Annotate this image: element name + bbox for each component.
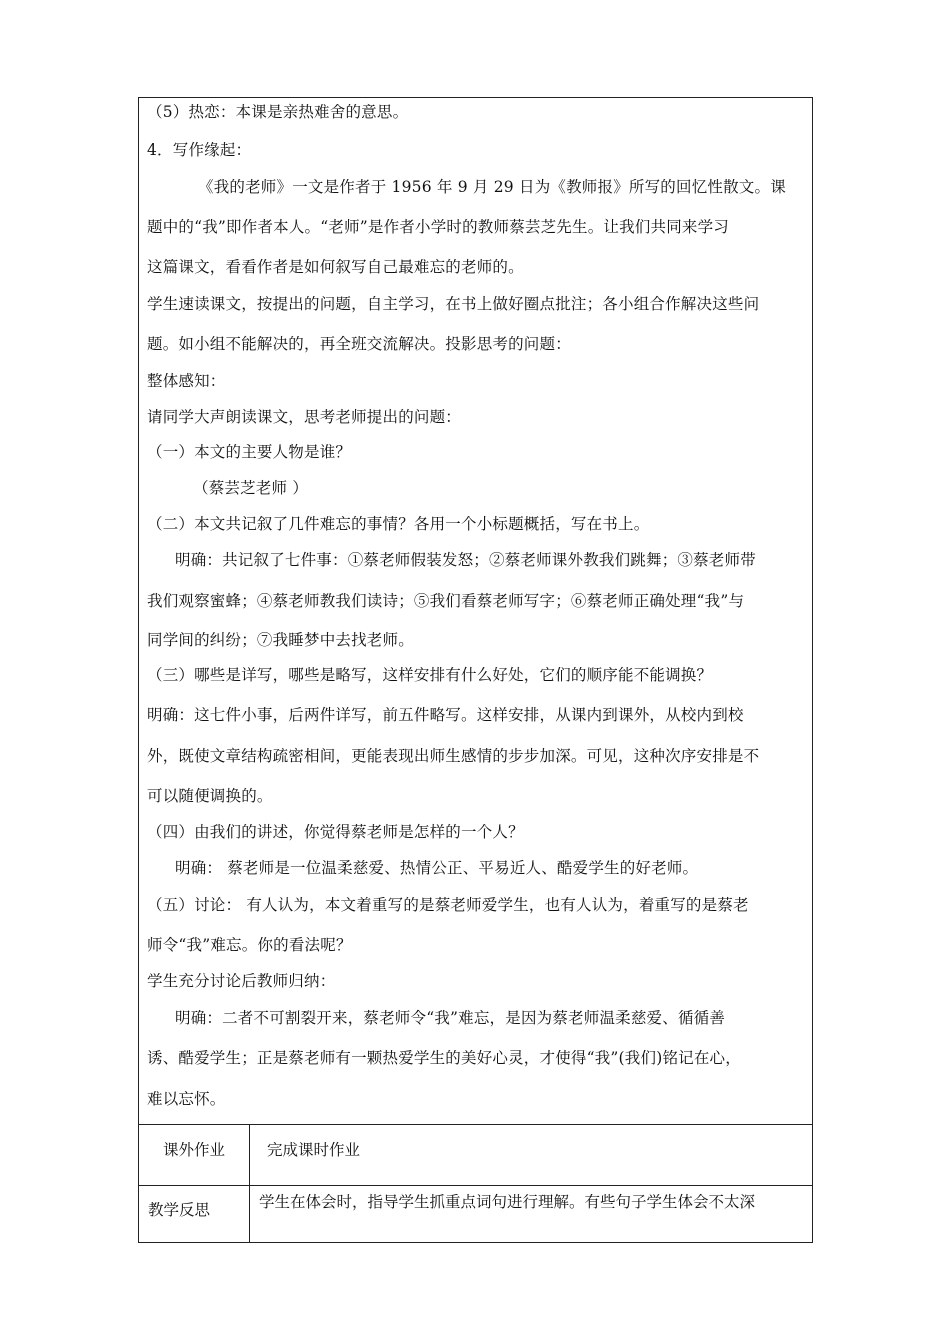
text-line: （四）由我们的讲述，你觉得蔡老师是怎样的一个人？: [147, 823, 524, 841]
text-line: 学生速读课文，按提出的问题，自主学习，在书上做好圈点批注；各小组合作解决这些问: [147, 295, 760, 313]
text-line: 这篇课文，看看作者是如何叙写自己最难忘的老师的。: [147, 258, 524, 276]
text-line: 题中的“我”即作者本人。“老师”是作者小学时的教师蔡芸芝先生。让我们共同来学习: [147, 218, 729, 236]
text-line: 学生充分讨论后教师归纳：: [147, 972, 336, 990]
text-line: 明确： 蔡老师是一位温柔慈爱、热情公正、平易近人、酷爱学生的好老师。: [175, 859, 699, 877]
text-line: （二）本文共记叙了几件难忘的事情？各用一个小标题概括，写在书上。: [147, 515, 650, 533]
text-line: 我们观察蜜蜂；④蔡老师教我们读诗；⑤我们看蔡老师写字；⑥蔡老师正确处理“我”与: [147, 592, 745, 610]
text-line: （五）讨论： 有人认为，本文着重写的是蔡老师爱学生，也有人认为，着重写的是蔡老: [147, 896, 749, 914]
reflection-label: 教学反思: [148, 1201, 211, 1219]
text-line: 难以忘怀。: [147, 1090, 226, 1108]
text-line: 同学间的纠纷；⑦我睡梦中去找老师。: [147, 631, 414, 649]
text-line: （三）哪些是详写，哪些是略写，这样安排有什么好处，它们的顺序能不能调换？: [147, 666, 713, 684]
text-line: 明确：这七件小事，后两件详写，前五件略写。这样安排，从课内到课外，从校内到校: [147, 706, 744, 724]
text-line: 外，既使文章结构疏密相间，更能表现出师生感情的步步加深。可见，这种次序安排是不: [147, 747, 760, 765]
text-line: 明确：二者不可割裂开来，蔡老师令“我”难忘，是因为蔡老师温柔慈爱、循循善: [175, 1009, 726, 1027]
text-line: 可以随便调换的。: [147, 787, 273, 805]
text-line: 4．写作缘起：: [147, 141, 252, 159]
column-divider: [249, 1124, 250, 1243]
text-line: 请同学大声朗读课文，思考老师提出的问题：: [147, 408, 462, 426]
reflection-value: 学生在体会时，指导学生抓重点词句进行理解。有些句子学生体会不太深: [259, 1193, 756, 1211]
text-line: 《我的老师》一文是作者于 1956 年 9 月 29 日为《教师报》所写的回忆性散文。课: [198, 178, 786, 196]
row-divider-homework: [138, 1124, 813, 1125]
text-line: （蔡芸芝老师 ）: [193, 479, 309, 497]
row-divider-reflection: [138, 1185, 813, 1186]
text-line: （一）本文的主要人物是谁？: [147, 443, 352, 461]
homework-label: 课外作业: [163, 1141, 226, 1159]
text-line: 明确：共记叙了七件事：①蔡老师假装发怒；②蔡老师课外教我们跳舞；③蔡老师带: [175, 551, 756, 569]
text-line: （5）热恋：本课是亲热难舍的意思。: [147, 103, 409, 121]
text-line: 题。如小组不能解决的，再全班交流解决。投影思考的问题：: [147, 335, 571, 353]
text-line: 师令“我”难忘。你的看法呢？: [147, 936, 352, 954]
homework-value: 完成课时作业: [267, 1141, 361, 1159]
text-line: 诱、酷爱学生；正是蔡老师有一颗热爱学生的美好心灵，才使得“我”(我们)铭记在心，: [147, 1049, 741, 1067]
text-line: 整体感知：: [147, 372, 226, 390]
